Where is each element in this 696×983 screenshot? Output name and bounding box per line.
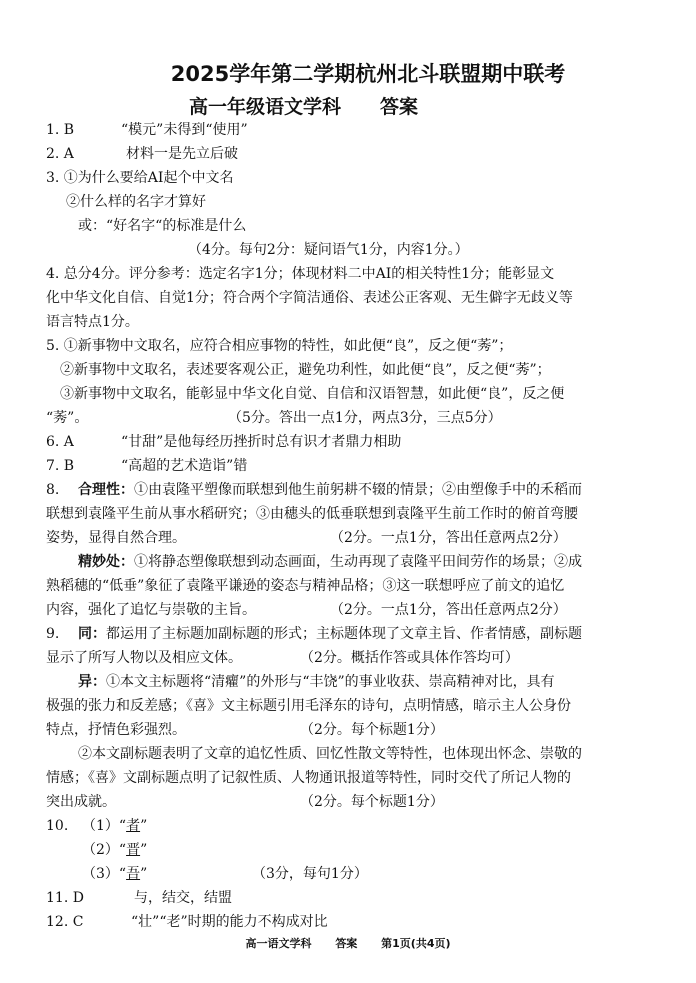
q9-line-1: 都运用了主标题加副标题的形式；主标题体现了文章主旨、作者情感，副标题 — [106, 626, 582, 642]
q3-line-2: ②什么样的名字才算好 — [66, 194, 206, 210]
q3-score: （4分。每句2分：疑问语气1分，内容1分。） — [188, 242, 469, 258]
q8-score-2: （2分。一点1分，答出任意两点2分） — [330, 602, 567, 618]
q9-score-3: （2分。每个标题1分） — [300, 794, 444, 810]
q5-line-1: 5. ①新事物中文取名，应符合相应事物的特性，如此便“良”，反之便“莠”； — [46, 338, 513, 354]
q9-line-8: 突出成就。 — [46, 794, 116, 810]
q8-score-1: （2分。一点1分，答出任意两点2分） — [330, 530, 567, 546]
q9-line-6: ②本文副标题表明了文章的追忆性质、回忆性散文等特性，也体现出怀念、崇敬的 — [78, 746, 582, 762]
q9-line-7: 情感；《喜》文副标题点明了记叙性质、人物通讯报道等特性，同时交代了所记人物的 — [46, 770, 571, 786]
q9-score-1: （2分。概括作答或具体作答均可） — [300, 650, 519, 666]
q6-number: 6. A — [46, 434, 74, 450]
q9-number: 9. — [46, 626, 60, 642]
q10-word-1: 者 — [126, 818, 141, 834]
q8-number: 8. — [46, 482, 60, 498]
page-footer — [0, 935, 696, 951]
q9-label-different: 异： — [78, 674, 106, 690]
footer-subject: 高一语文学科 — [245, 937, 312, 950]
q3-line-3: 或：“好名字“的标准是什么 — [78, 218, 247, 234]
q5-line-4: “莠”。 — [46, 410, 89, 426]
q9-score-2: （2分。每个标题1分） — [300, 722, 444, 738]
q10-item-3: （3）“吾” — [82, 866, 148, 882]
q2-answer: 材料一是先立后破 — [126, 146, 238, 162]
q8-line-6: 内容，强化了追忆与崇敬的主旨。 — [46, 602, 256, 618]
q9-label-same: 同： — [78, 626, 106, 642]
q1-number: 1. B — [46, 122, 75, 138]
exam-subtitle: 高一年级语文学科 — [189, 96, 342, 118]
q4-line-2: 化中华文化自信、自觉1分；符合两个字简洁通俗、表述公正客观、无生僻字无歧义等 — [46, 290, 573, 306]
q2-number: 2. A — [46, 146, 74, 162]
exam-title: 2025学年第二学期杭州北斗联盟期中联考 — [170, 62, 566, 86]
q8-label-excellence: 精妙处： — [78, 554, 134, 570]
q11-answer: 与，结交，结盟 — [134, 890, 232, 906]
q3-line-1: 3. ①为什么要给AI起个中文名 — [46, 170, 234, 186]
q8-label-reasonable: 合理性： — [78, 482, 134, 498]
q9-line-5: 特点，抒情色彩强烈。 — [46, 722, 186, 738]
q7-number: 7. B — [46, 458, 75, 474]
q8-line-2: 联想到袁隆平生前从事水稻研究；③由穗头的低垂联想到袁隆平生前工作时的俯首弯腰 — [46, 506, 578, 522]
q9-line-2: 显示了所写人物以及相应文体。 — [46, 650, 242, 666]
q10-score: （3分，每句1分） — [252, 866, 368, 882]
q7-answer: “高超的艺术造诣”错 — [121, 458, 248, 474]
q12-number: 12. C — [46, 914, 84, 930]
q8-line-5: 熟稻穗的“低垂”象征了袁隆平谦逊的姿态与精神品格；③这一联想呼应了前文的追忆 — [46, 578, 565, 594]
q5-score: （5分。答出一点1分，两点3分，三点5分） — [228, 410, 502, 426]
q8-line-4: ①将静态塑像联想到动态画面，生动再现了袁隆平田间劳作的场景；②成 — [134, 554, 582, 570]
q10-number: 10. — [46, 818, 69, 834]
footer-page-number: 第1页(共4页) — [381, 937, 451, 950]
q4-line-3: 语言特点1分。 — [46, 314, 139, 330]
q12-answer: “壮”“老”时期的能力不构成对比 — [131, 914, 328, 930]
q8-line-3: 姿势，显得自然合理。 — [46, 530, 186, 546]
q6-answer: “甘甜”是他每经历挫折时总有识才者鼎力相助 — [121, 434, 402, 450]
q8-line-1: ①由袁隆平塑像而联想到他生前躬耕不辍的情景；②由塑像手中的禾稻而 — [134, 482, 582, 498]
q9-line-4: 极强的张力和反差感；《喜》文主标题引用毛泽东的诗句，点明情感，暗示主人公身份 — [46, 698, 571, 714]
q11-number: 11. D — [46, 890, 84, 906]
answer-tag: 答案 — [380, 96, 419, 118]
q10-word-2: 晋 — [126, 842, 141, 858]
q10-word-3: 吾 — [126, 866, 141, 882]
q4-line-1: 4. 总分4分。评分参考：选定名字1分；体现材料二中AI的相关特性1分；能彰显文 — [46, 266, 555, 282]
q9-line-3: ①本文主标题将“清癯”的外形与“丰饶”的事业收获、崇高精神对比，具有 — [106, 674, 555, 690]
q10-item-2: （2）“晋” — [82, 842, 148, 858]
q1-answer: “模元”未得到“使用” — [121, 122, 248, 138]
q5-line-2: ②新事物中文取名，表述要客观公正，避免功利性，如此便“良”，反之便“莠”； — [60, 362, 551, 378]
q5-line-3: ③新事物中文取名，能彰显中华文化自觉、自信和汉语智慧，如此便“良”，反之便 — [60, 386, 565, 402]
q10-item-1: （1）“者” — [82, 818, 148, 834]
footer-tag: 答案 — [335, 937, 358, 950]
